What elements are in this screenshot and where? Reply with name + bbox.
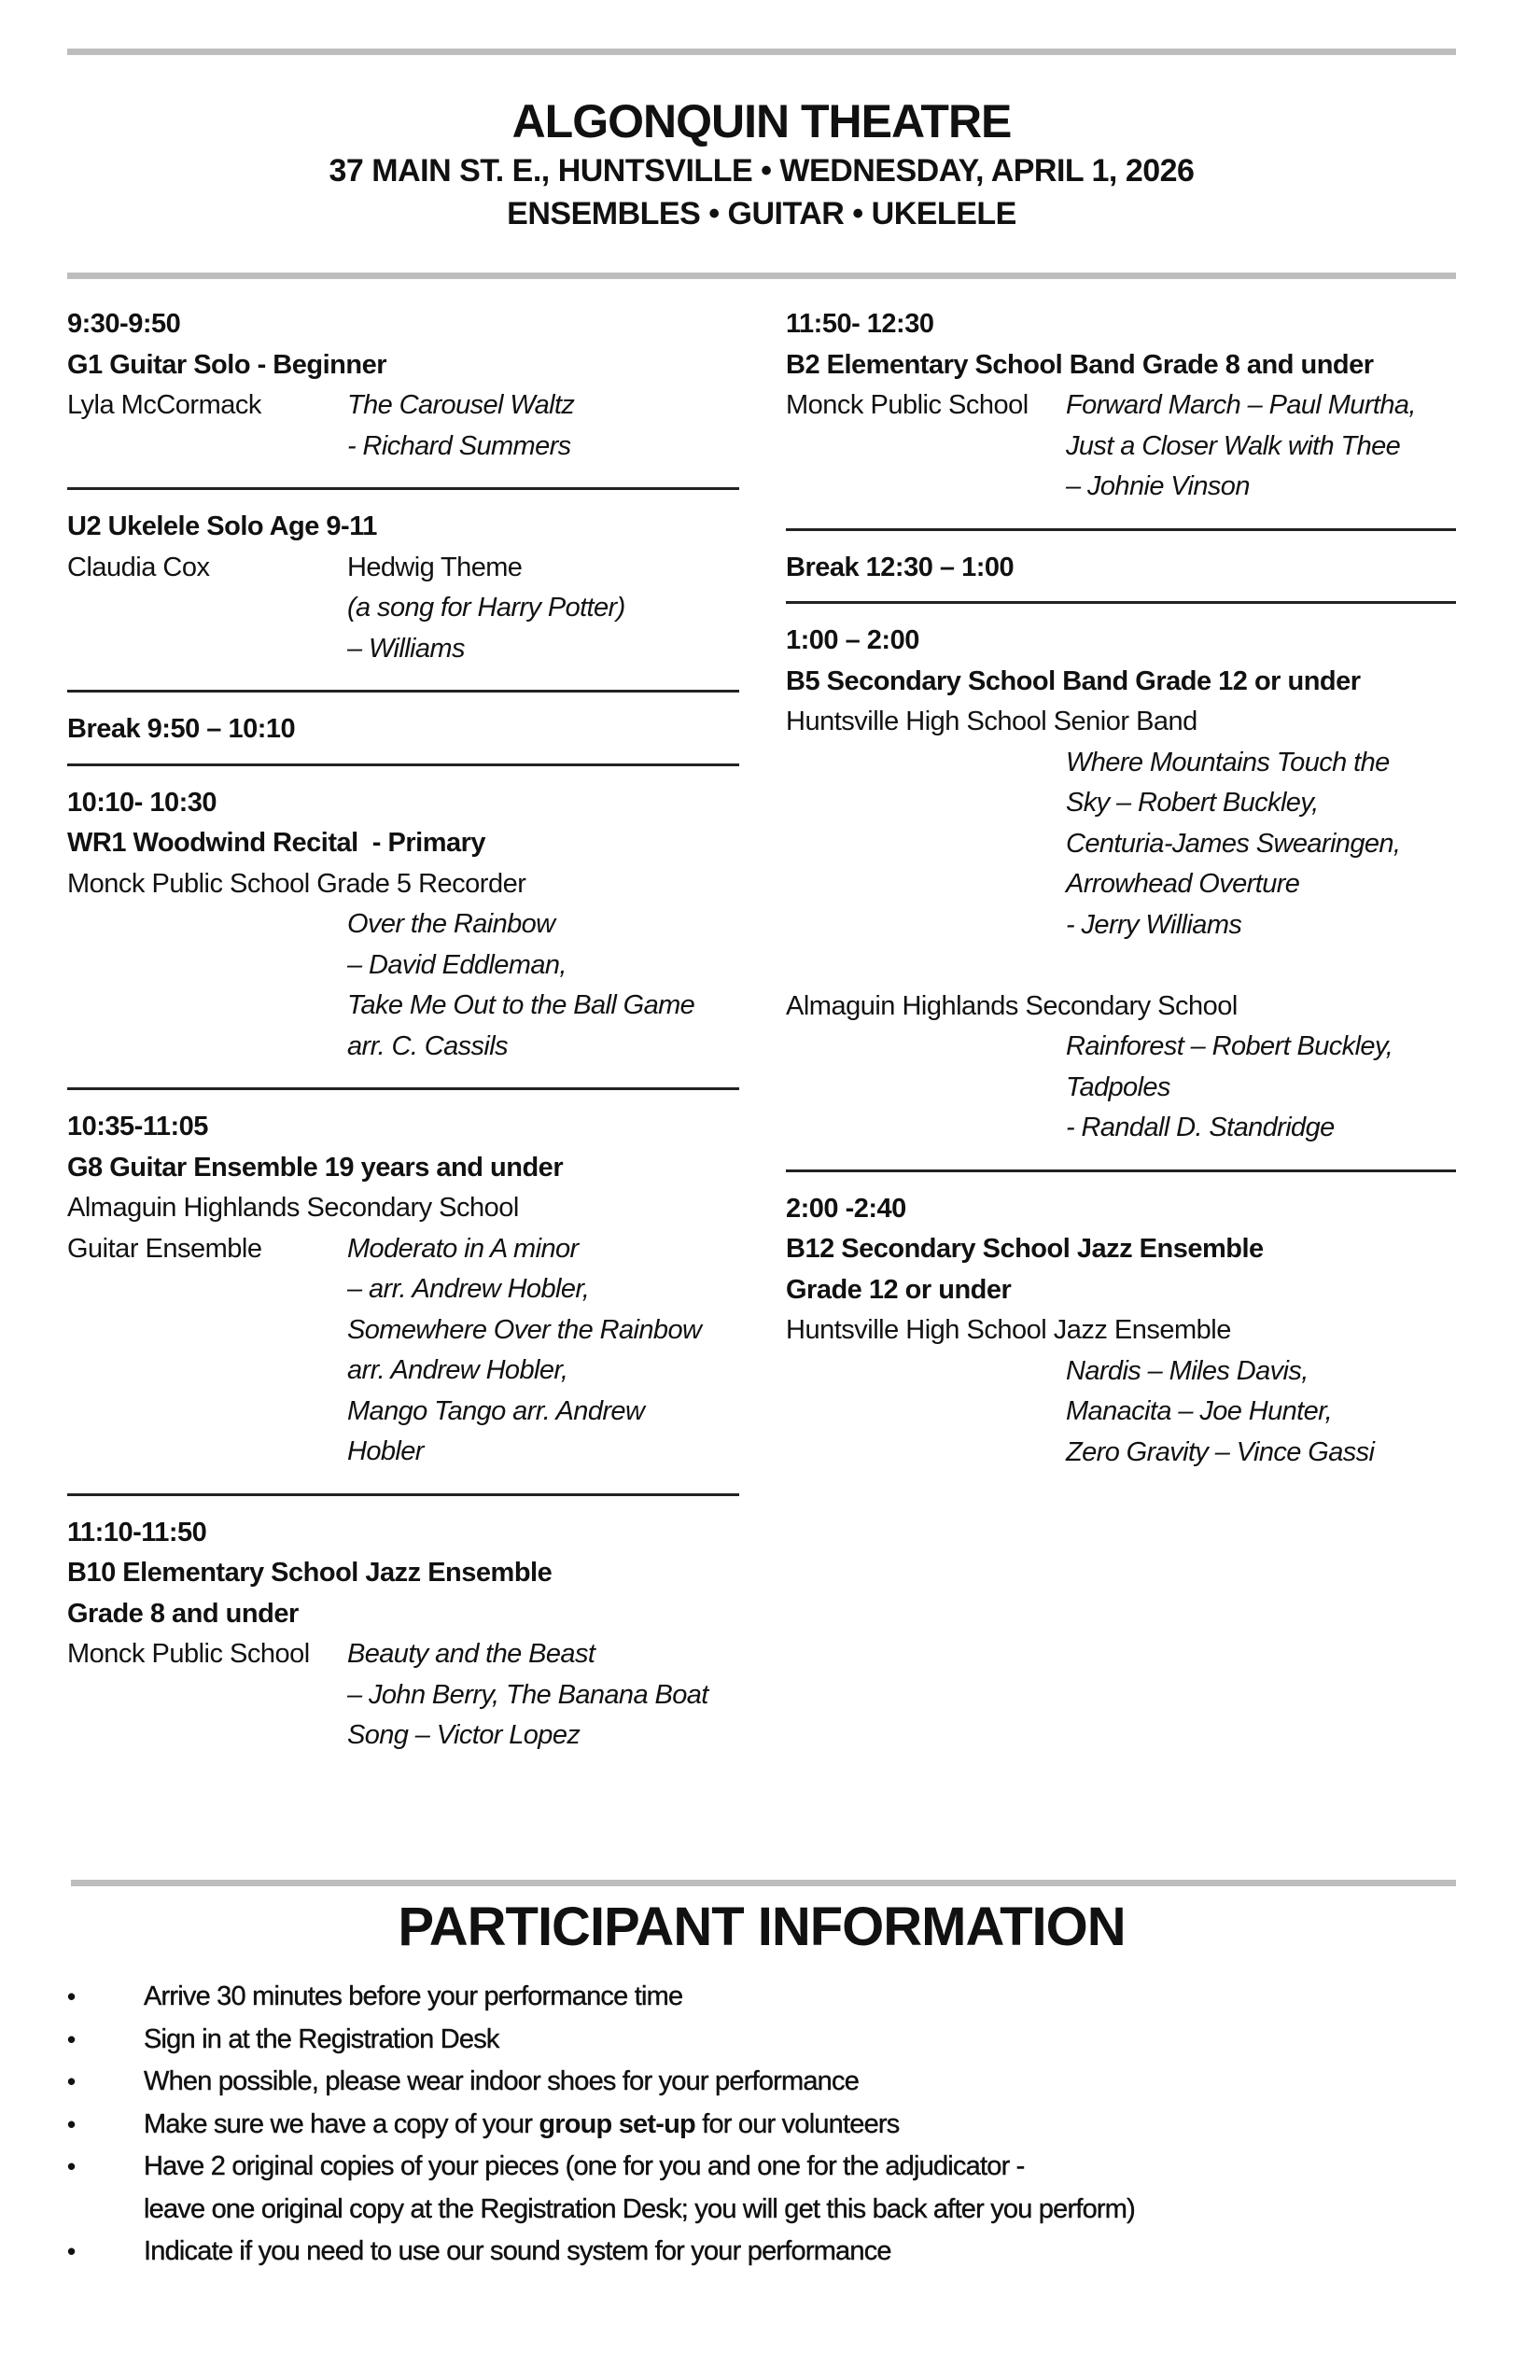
entry-pieces (347, 385, 739, 467)
entry-time: 1:00 – 2:00 (786, 625, 919, 655)
venue-title: ALGONQUIN THEATRE (511, 95, 1012, 147)
schedule-entry-g1 (67, 301, 739, 487)
piece-line: Nardis – Miles Davis, (1066, 1355, 1309, 1386)
schedule-entry-g8 (67, 1090, 739, 1493)
break-entry (786, 531, 1456, 602)
entry-class: B10 Elementary School Jazz Ensemble (67, 1558, 553, 1588)
entry-performer: Almaguin Highlands Secondary School (786, 990, 1238, 1021)
schedule-entry-b12 (786, 1172, 1456, 1494)
entry-class: U2 Ukelele Solo Age 9-11 (67, 511, 377, 541)
piece-line: Hobler (347, 1436, 424, 1466)
piece-line: Zero Gravity – Vince Gassi (1066, 1436, 1375, 1467)
info-item (67, 1976, 1467, 2019)
entry-pieces (786, 1027, 1456, 1149)
piece-line: – John Berry, The Banana Boat (347, 1679, 708, 1710)
entry-time: 11:50- 12:30 (786, 309, 934, 339)
entry-time: 2:00 -2:40 (786, 1193, 906, 1224)
info-item (67, 2231, 1467, 2274)
participant-info-title: PARTICIPANT INFORMATION (398, 1897, 1126, 1957)
piece-line: arr. C. Cassils (347, 1030, 508, 1061)
bullet-icon: • (67, 2237, 76, 2265)
bullet-icon: • (67, 1982, 76, 2010)
info-top-divider (71, 1880, 1456, 1886)
entry-pieces (67, 904, 739, 1067)
info-text: When possible, please wear indoor shoes for your performance (144, 2066, 860, 2096)
entry-time: 10:10- 10:30 (67, 787, 217, 818)
piece-line: Forward March – Paul Murtha, (1066, 390, 1416, 420)
piece-line: The Carousel Waltz (347, 390, 575, 420)
info-text (144, 2104, 899, 2147)
entry-time: 11:10-11:50 (67, 1517, 207, 1547)
entry-performer: Lyla McCormack (67, 390, 261, 420)
entry-performer: Claudia Cox (67, 552, 210, 582)
venue-header (67, 93, 1456, 235)
info-text-post: for our volunteers (694, 2108, 900, 2139)
entry-pieces (1066, 385, 1456, 508)
info-text-line: Have 2 original copies of your pieces (one for you and one for the adjudicator - (144, 2151, 1025, 2181)
schedule-entry-b5 (786, 604, 1456, 1169)
piece-line: – Johnie Vinson (1066, 471, 1250, 501)
entry-pieces (347, 1229, 739, 1473)
piece-line: Beauty and the Beast (347, 1639, 595, 1669)
break-time: Break 12:30 – 1:00 (786, 552, 1015, 582)
info-text-pre: Make sure we have a copy of your (144, 2108, 539, 2139)
info-text (144, 2146, 1135, 2231)
bullet-icon: • (67, 2067, 76, 2095)
piece-line: (a song for Harry Potter) (347, 593, 625, 623)
entry-performer: Huntsville High School Senior Band (786, 707, 1197, 736)
schedule-left-column (67, 301, 739, 1777)
piece-line: Hedwig Theme (347, 552, 523, 582)
piece-line: Somewhere Over the Rainbow (347, 1314, 702, 1345)
piece-line: Where Mountains Touch the (1066, 747, 1390, 777)
piece-line: - Jerry Williams (1066, 909, 1242, 940)
venue-address-date: 37 MAIN ST. E., HUNTSVILLE • WEDNESDAY, APRIL 1, 2026 (329, 153, 1195, 189)
entry-class: G1 Guitar Solo - Beginner (67, 349, 386, 380)
piece-line: – arr. Andrew Hobler, (347, 1274, 590, 1304)
entry-class-line2: Grade 8 and under (67, 1598, 299, 1629)
entry-performer: Monck Public School Grade 5 Recorder (67, 868, 526, 899)
schedule-entry-b2 (786, 301, 1456, 528)
entry-performer: Huntsville High School Jazz Ensemble (786, 1315, 1231, 1345)
entry-time: 10:35-11:05 (67, 1112, 208, 1141)
entry-pieces (347, 548, 739, 670)
info-text-line: leave one original copy at the Registration Desk; you will get this back after you perform) (144, 2193, 1135, 2224)
break-time: Break 9:50 – 10:10 (67, 714, 296, 744)
entry-performer: Monck Public School (67, 1639, 310, 1669)
piece-line: arr. Andrew Hobler, (347, 1355, 568, 1385)
piece-line: Rainforest – Robert Buckley, (1066, 1031, 1393, 1061)
info-text: Indicate if you need to use our sound system for your performance (144, 2236, 891, 2266)
piece-line: – David Eddleman, (347, 949, 567, 980)
info-item (67, 2104, 1467, 2147)
info-item (67, 2019, 1467, 2062)
piece-line: Mango Tango arr. Andrew (347, 1395, 645, 1426)
piece-line: Moderato in A minor (347, 1233, 579, 1264)
piece-line: - Richard Summers (347, 430, 571, 461)
entry-class: G8 Guitar Ensemble 19 years and under (67, 1152, 564, 1183)
participant-info-list (67, 1976, 1467, 2274)
piece-line: – Williams (347, 633, 465, 664)
entry-pieces (786, 1351, 1456, 1474)
piece-line: Take Me Out to the Ball Game (347, 990, 695, 1020)
schedule-entry-wr1 (67, 766, 739, 1088)
entry-performer: Monck Public School (786, 390, 1029, 420)
piece-line: Centuria-James Swearingen, (1066, 828, 1401, 859)
entry-time: 9:30-9:50 (67, 309, 181, 339)
piece-line: Song – Victor Lopez (347, 1720, 581, 1750)
info-text: Sign in at the Registration Desk (144, 2023, 499, 2054)
entry-pieces (347, 1634, 739, 1757)
piece-line: Sky – Robert Buckley, (1066, 788, 1319, 818)
bullet-icon: • (67, 2024, 76, 2053)
entry-performer: Almaguin Highlands Secondary School (67, 1193, 519, 1223)
schedule-entry-b10 (67, 1496, 739, 1777)
piece-line: Just a Closer Walk with Thee (1066, 430, 1401, 461)
venue-categories: ENSEMBLES • GUITAR • UKELELE (507, 196, 1016, 231)
info-text-emphasis: group set-up (539, 2108, 695, 2139)
entry-class: WR1 Woodwind Recital - Primary (67, 828, 486, 858)
piece-line: Over the Rainbow (347, 909, 555, 939)
schedule-right-column (786, 301, 1456, 1493)
info-item (67, 2146, 1467, 2231)
entry-class-line2: Grade 12 or under (786, 1274, 1012, 1305)
piece-line: Tadpoles (1066, 1071, 1170, 1102)
top-divider (67, 49, 1456, 55)
header-bottom-divider (67, 273, 1456, 279)
entry-class: B2 Elementary School Band Grade 8 and under (786, 349, 1374, 380)
entry-performer-group: Guitar Ensemble (67, 1233, 262, 1264)
schedule-entry-u2 (67, 490, 739, 690)
bullet-icon: • (67, 2152, 76, 2180)
info-text: Arrive 30 minutes before your performance time (144, 1981, 683, 2011)
break-entry (67, 693, 739, 763)
entry-class: B12 Secondary School Jazz Ensemble (786, 1234, 1264, 1264)
entry-class: B5 Secondary School Band Grade 12 or under (786, 665, 1361, 696)
piece-line: Arrowhead Overture (1066, 869, 1300, 899)
bullet-icon: • (67, 2109, 76, 2138)
piece-line: - Randall D. Standridge (1066, 1113, 1335, 1142)
entry-pieces (786, 743, 1456, 946)
piece-line: Manacita – Joe Hunter, (1066, 1396, 1333, 1426)
info-item (67, 2061, 1467, 2104)
